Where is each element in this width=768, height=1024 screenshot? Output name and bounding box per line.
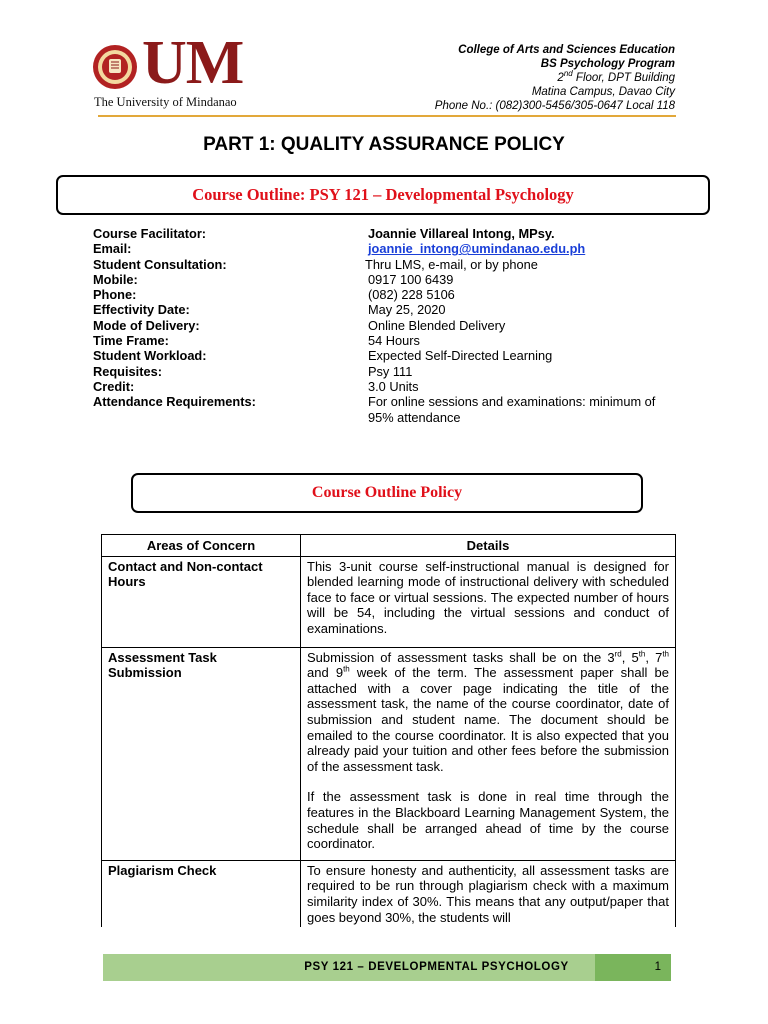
area-cell: Plagiarism Check bbox=[102, 860, 301, 927]
footer-title: PSY 121 – DEVELOPMENTAL PSYCHOLOGY bbox=[304, 961, 569, 973]
campus-address: Matina Campus, Davao City bbox=[531, 86, 675, 98]
info-row-time-frame: Time Frame: 54 Hours bbox=[93, 333, 420, 349]
details-cell: To ensure honesty and authenticity, all assessment tasks are required to be run through plagiarism check with a maximum similarity index of 30%. This means that any output/paper that goes beyond 30%, the students will bbox=[301, 860, 676, 927]
header-divider bbox=[98, 115, 676, 117]
email-link[interactable]: joannie_intong@umindanao.edu.ph bbox=[368, 241, 586, 257]
phone-number: Phone No.: (082)300-5456/305-0647 Local 118 bbox=[434, 100, 675, 112]
info-row-effectivity: Effectivity Date: May 25, 2020 bbox=[93, 302, 446, 318]
info-row-attendance: Attendance Requirements: For online sessions and examinations: minimum of 95% attendance bbox=[93, 394, 656, 425]
course-outline-title-box: Course Outline: PSY 121 – Developmental Psychology bbox=[56, 175, 710, 215]
info-row-credit: Credit: 3.0 Units bbox=[93, 378, 419, 394]
building-address: 2nd Floor, DPT Building bbox=[557, 69, 675, 84]
table-row bbox=[102, 860, 676, 927]
info-row-facilitator: Course Facilitator: Joannie Villareal Intong, MPsy. bbox=[93, 226, 555, 241]
info-row-delivery: Mode of Delivery: Online Blended Delivery bbox=[93, 317, 506, 333]
info-row-workload: Student Workload: Expected Self-Directed Learning bbox=[93, 348, 553, 364]
details-cell: This 3-unit course self-instructional manual is designed for blended learning mode of instructional delivery with scheduled face to face or virtual sessions. The expected number of hours will be 54, including the virtual sessions and conduct of examinations. bbox=[301, 556, 676, 647]
policy-table bbox=[101, 534, 676, 927]
table-row bbox=[102, 647, 676, 860]
column-header-area: Areas of Concern bbox=[102, 535, 301, 557]
logo-letters: UM bbox=[142, 29, 244, 97]
footer-title-band bbox=[103, 954, 595, 981]
page-title: PART 1: QUALITY ASSURANCE POLICY bbox=[203, 134, 565, 155]
info-row-email: Email: joannie_intong@umindanao.edu.ph bbox=[93, 241, 678, 256]
info-row-consultation: Student Consultation: Thru LMS, e-mail, or by phone bbox=[93, 256, 538, 272]
details-cell bbox=[301, 647, 676, 860]
info-row-mobile: Mobile: 0917 100 6439 bbox=[93, 271, 454, 287]
details-paragraph: Submission of assessment tasks shall be on the 3rd, 5th, 7th and 9th week of the term. The assessment paper shall be attached with a cover page indicating the title of the assessment task, the name of the course coordinator, date of submission and student name. The document should be emailed to the course coordinator. It is also expected that you already paid your tuition and other fees before the submission of the assessment task. bbox=[307, 649, 669, 774]
table-header-row bbox=[102, 535, 676, 557]
info-row-requisites: Requisites: Psy 111 bbox=[93, 363, 413, 379]
info-row-phone: Phone: (082) 228 5106 bbox=[93, 287, 455, 303]
column-header-details: Details bbox=[301, 535, 676, 557]
university-seal-icon bbox=[92, 44, 138, 90]
header-contact-block bbox=[435, 43, 675, 113]
details-paragraph: If the assessment task is done in real time through the features in the Blackboard Learning Management System, the schedule shall be arranged ahead of time by the course coordinator. bbox=[307, 789, 669, 852]
university-name: The University of Mindanao bbox=[94, 95, 237, 109]
course-info-list bbox=[93, 226, 678, 425]
page-footer bbox=[103, 954, 671, 981]
area-cell: Assessment Task Submission bbox=[102, 647, 301, 860]
university-logo bbox=[92, 29, 272, 112]
college-name: College of Arts and Sciences Education bbox=[458, 44, 675, 56]
area-cell: Contact and Non-contact Hours bbox=[102, 556, 301, 647]
program-name: BS Psychology Program bbox=[540, 58, 675, 70]
policy-title-box: Course Outline Policy bbox=[131, 473, 643, 513]
table-row bbox=[102, 556, 676, 647]
page-number: 1 bbox=[595, 954, 671, 981]
